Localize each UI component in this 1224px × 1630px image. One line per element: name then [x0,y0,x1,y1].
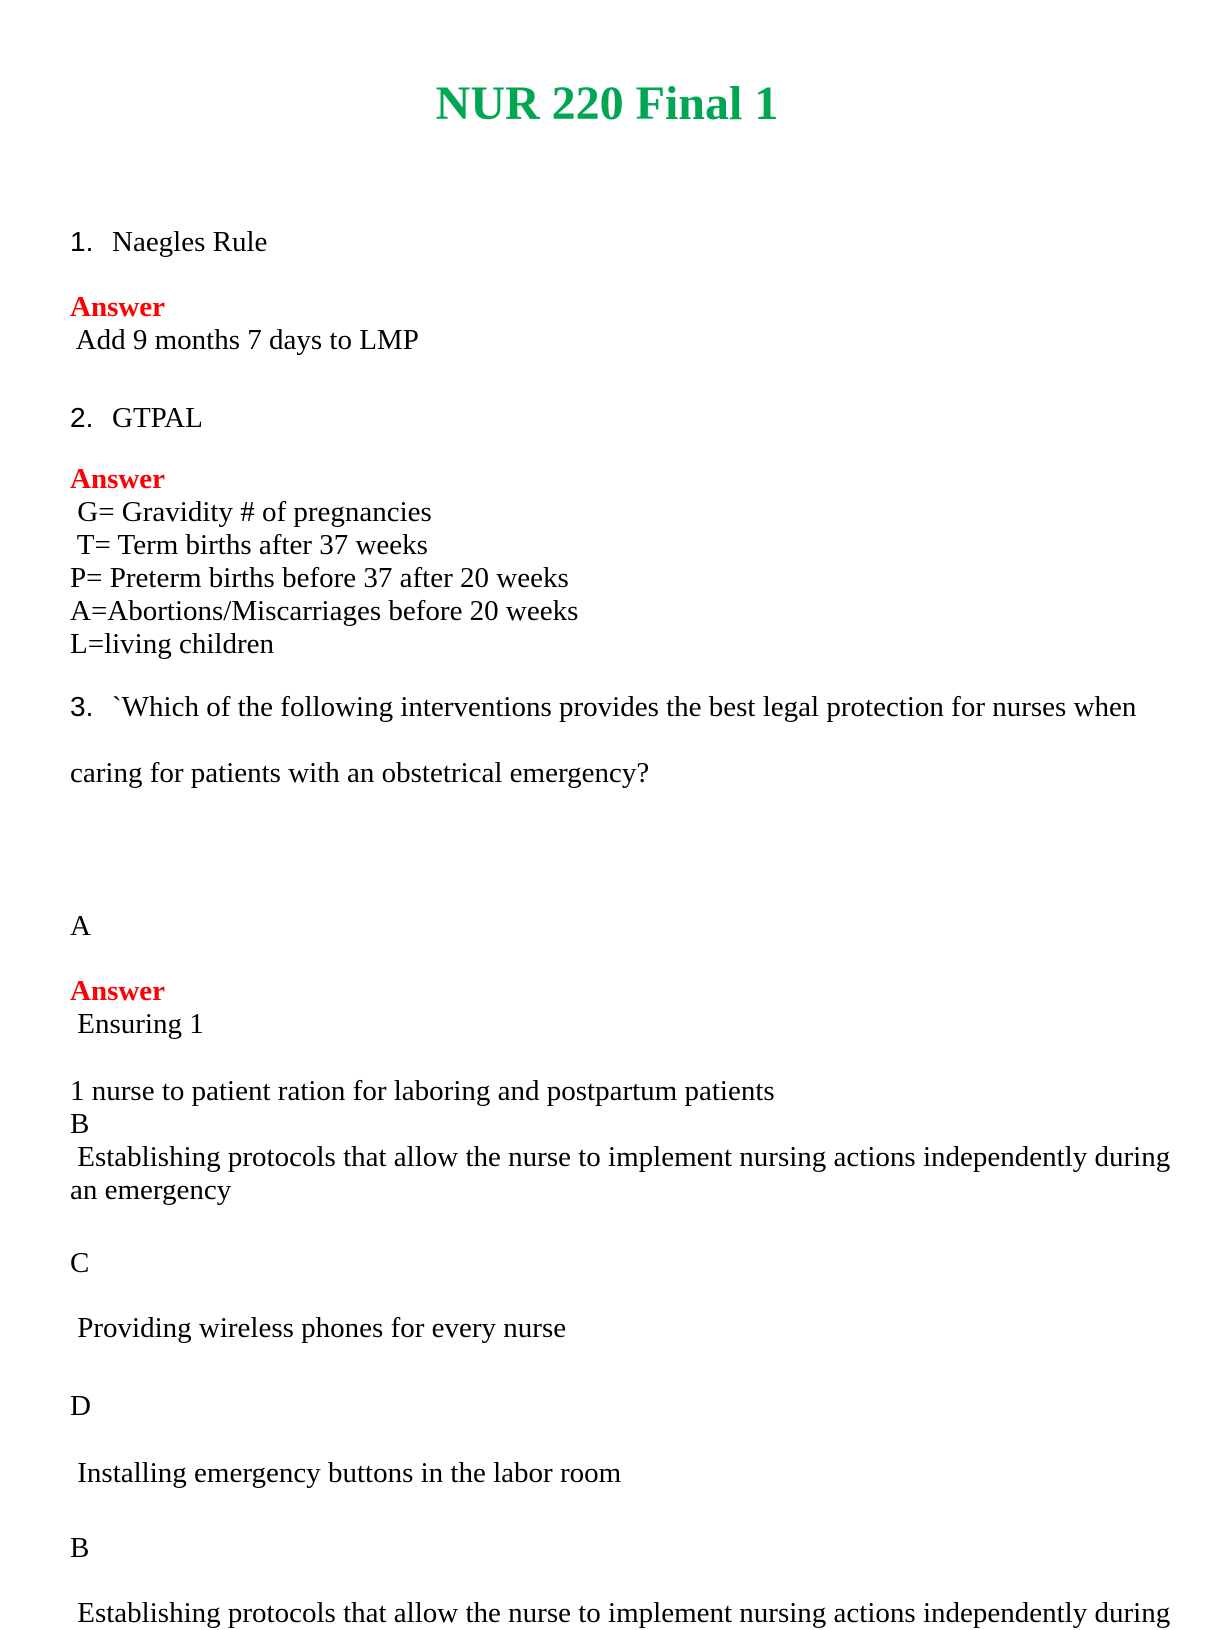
question-3 [70,690,1184,856]
option-d-letter: D [70,1390,91,1422]
answer-label-3: Answer [70,975,166,1007]
answer-2-line: L=living children [70,628,275,660]
option-b-letter: B [70,1108,90,1140]
option-b-text-line-1: Establishing protocols that allow the nurse to implement nursing actions independently during [70,1141,1171,1173]
question-2 [70,401,1184,435]
question-2-number: 2. [70,402,94,433]
question-3-number: 3. [70,691,94,722]
question-1-number: 1. [70,226,94,257]
question-1 [70,225,1184,259]
answer-2-line: G= Gravidity # of pregnancies [70,496,432,528]
correct-option-text: Establishing protocols that allow the nurse to implement nursing actions independently during [70,1597,1171,1629]
option-b-text-line-2: an emergency [70,1174,232,1206]
question-1-text: Naegles Rule [112,226,268,258]
answer-2-line: P= Preterm births before 37 after 20 weeks [70,562,569,594]
option-c-letter: C [70,1247,90,1279]
option-c-text: Providing wireless phones for every nurse [70,1312,567,1344]
answer-2-line: A=Abortions/Miscarriages before 20 weeks [70,595,579,627]
answer-label-2: Answer [70,463,166,495]
answer-label-1: Answer [70,291,166,323]
answer-3-continuation: 1 nurse to patient ration for laboring and postpartum patients [70,1075,775,1107]
answer-1-text: Add 9 months 7 days to LMP [70,324,419,356]
correct-option-letter: B [70,1532,90,1564]
option-a-letter: A [70,910,91,942]
option-d-text: Installing emergency buttons in the labor room [70,1457,622,1489]
question-3-text-line-1: `Which of the following interventions provides the best legal protection for nurses when [112,691,1137,723]
page-title: NUR 220 Final 1 [435,77,779,130]
question-2-text: GTPAL [112,402,203,434]
question-3-text-line-2: caring for patients with an obstetrical emergency? [70,757,650,789]
answer-3-intro: Ensuring 1 [70,1008,204,1040]
answer-2-line: T= Term births after 37 weeks [70,529,428,561]
